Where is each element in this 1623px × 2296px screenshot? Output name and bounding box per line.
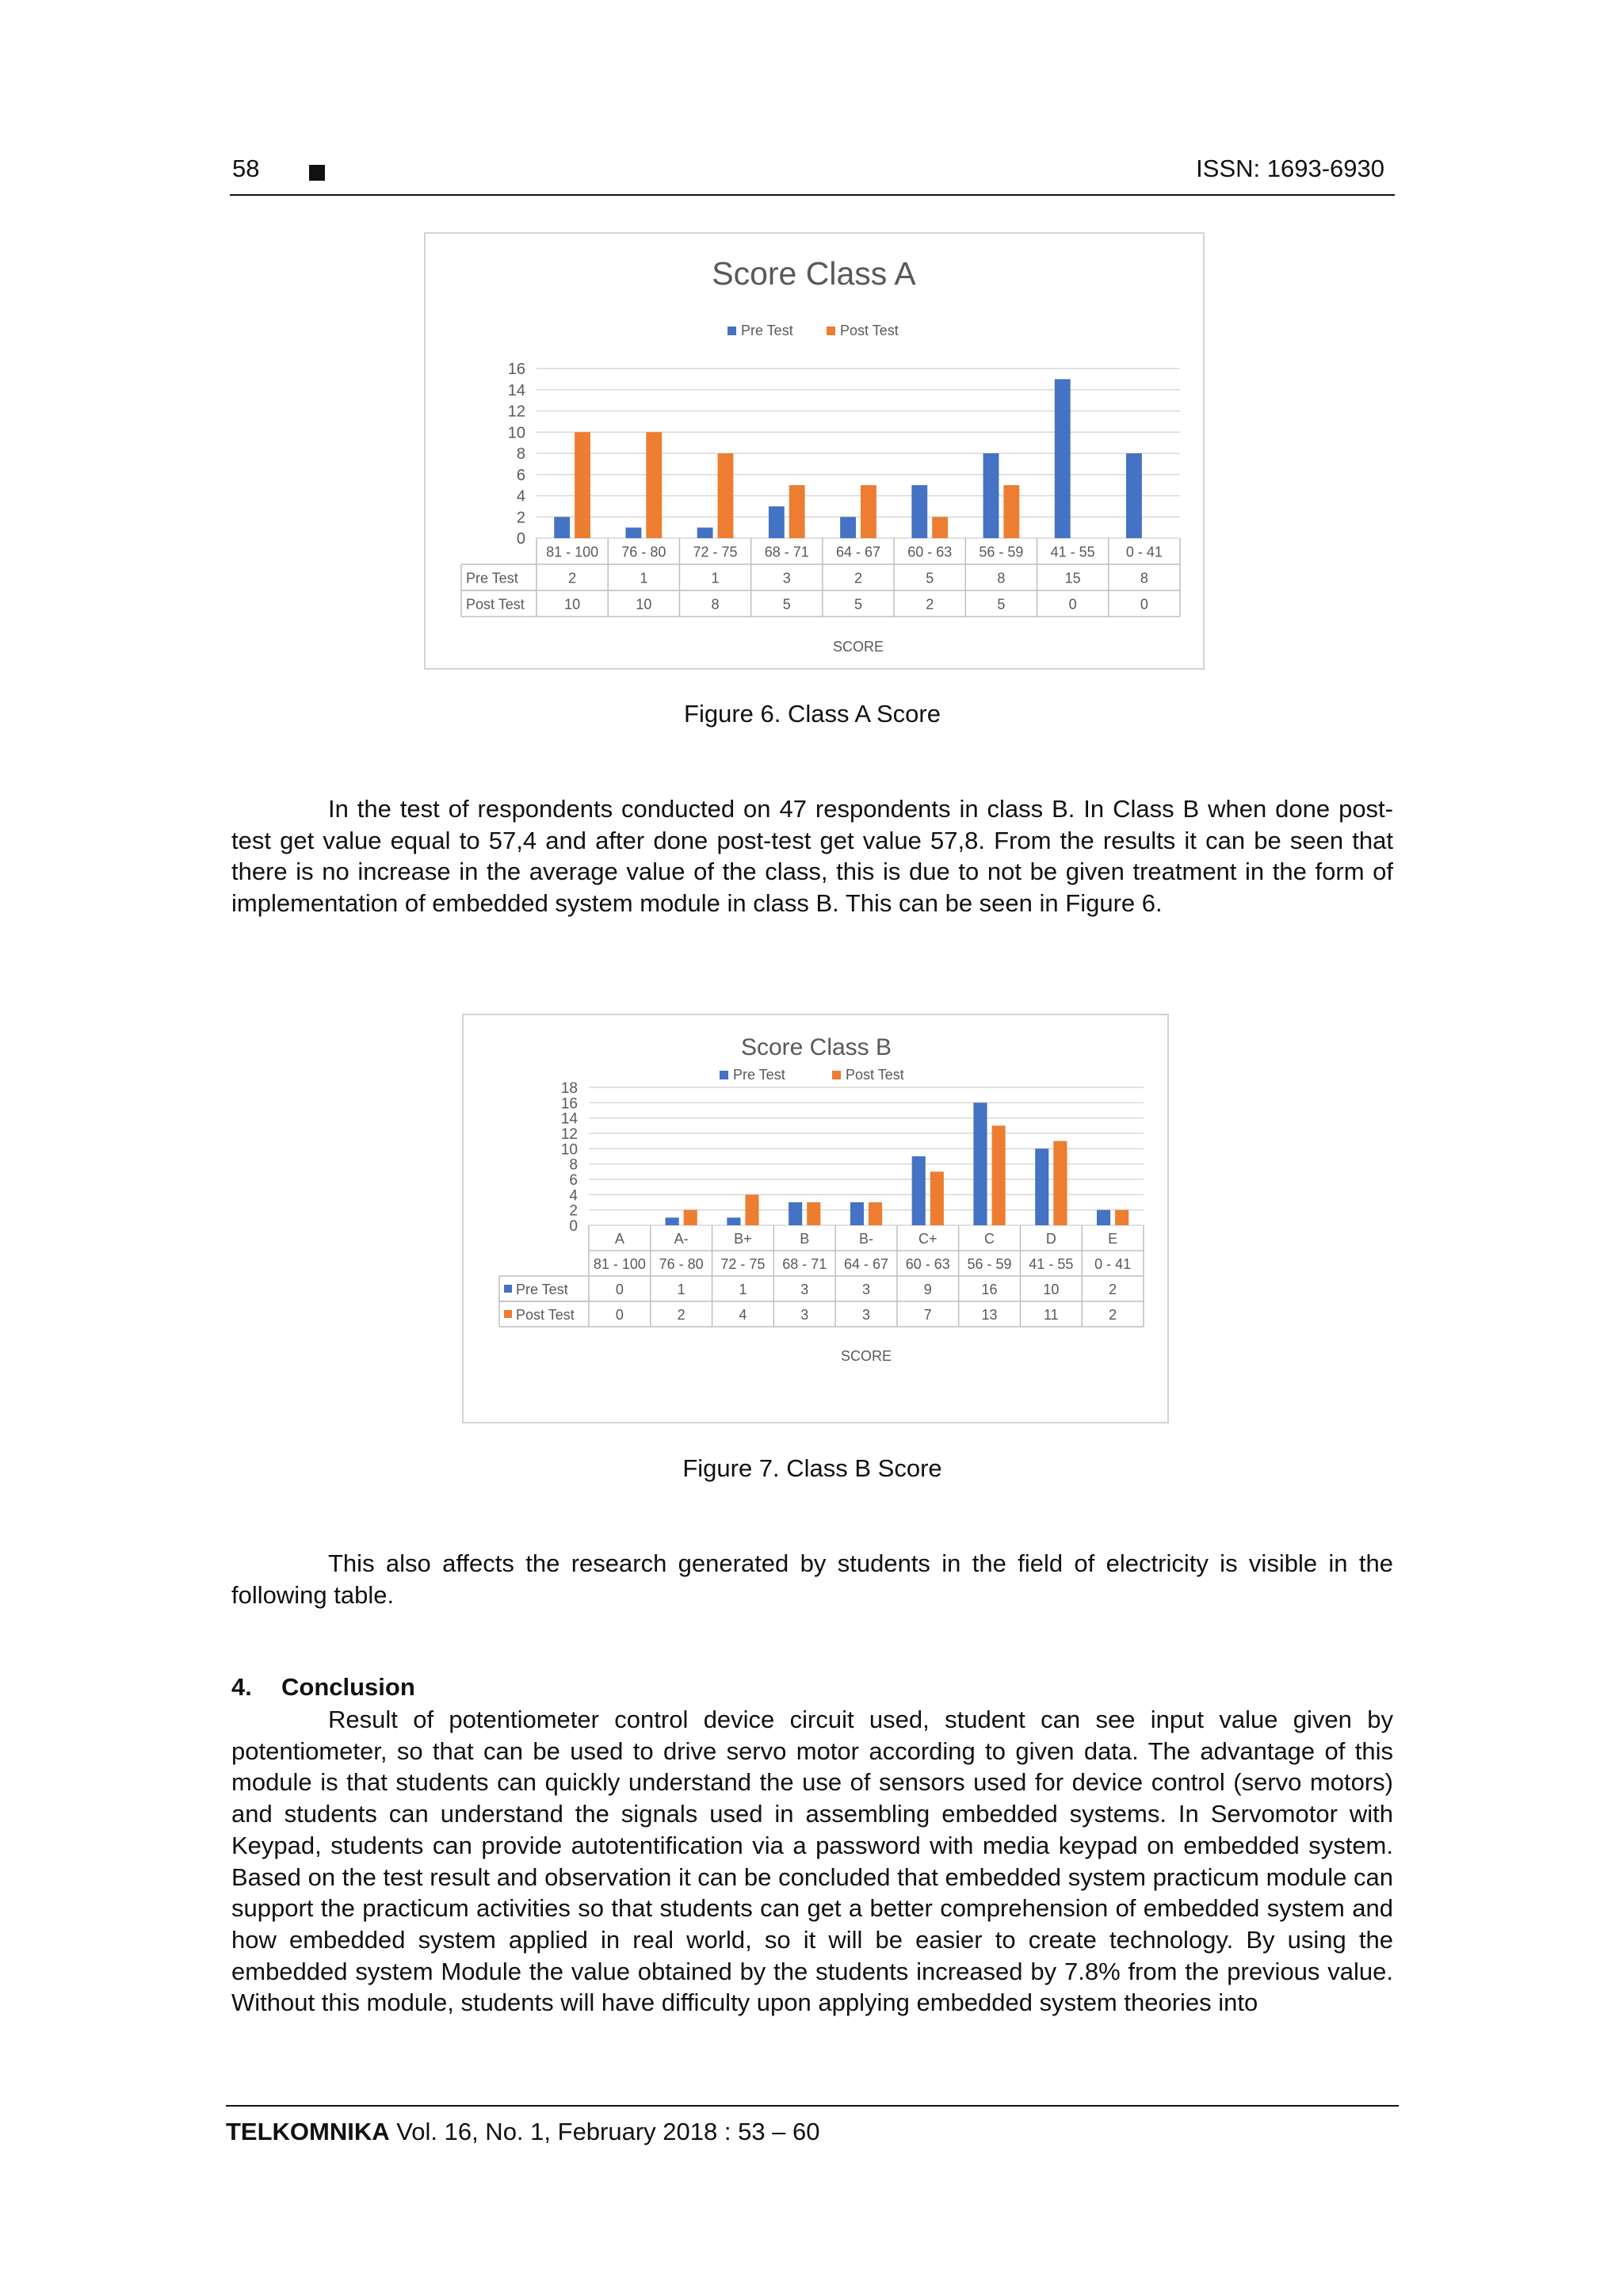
- paragraph-table-intro: This also affects the research generated by students in the field of electricity is visible in the following table.: [231, 1549, 1393, 1609]
- y-tick-label: 4: [569, 1187, 578, 1205]
- paragraph-conclusion: Result of potentiometer control device circuit used, student can see input value given by potentiometer, so that can be used to drive servo motor according to given data. The advantage of this module is that students can quickly understand the use of sensors used for device control (servo motors) and students can understand the signals used in assembling embedded systems. In Servomotor with Keypad, students can provide autotentification via a password with media keypad on embedded system. Based on the test result and observation it can be concluded that embedded system practicum module can support the practicum activities so that students can get a better comprehension of embedded system and how embedded system applied in real world, so it will be easier to create technology. By using the embedded system Module the value obtained by the students increased by 7.8% from the previous value. Without this module, students will have difficulty upon applying embedded system theories into: [231, 1706, 1393, 2017]
- data-table: [499, 1225, 1144, 1327]
- bar: [575, 432, 590, 538]
- table-cell: C: [984, 1231, 995, 1247]
- bar: [807, 1202, 820, 1225]
- bar: [745, 1194, 758, 1225]
- table-cell: A-: [674, 1231, 689, 1247]
- table-cell: 1: [640, 570, 648, 586]
- bar: [789, 485, 805, 538]
- y-tick-label: 18: [560, 1080, 578, 1097]
- table-row-label: Pre Test: [466, 570, 518, 586]
- table-cell: 3: [861, 1307, 871, 1323]
- table-cell: 8: [711, 596, 720, 613]
- bar: [930, 1171, 944, 1225]
- bar: [932, 517, 948, 538]
- table-cell: 0 - 41: [1094, 1256, 1132, 1272]
- bar: [1097, 1210, 1110, 1225]
- legend-label: Post Test: [846, 1067, 904, 1083]
- bar: [1055, 379, 1071, 538]
- table-cell: B-: [859, 1231, 873, 1247]
- table-cell: 72 - 75: [693, 544, 738, 560]
- bar: [1035, 1148, 1048, 1225]
- page-number: 58: [232, 155, 260, 182]
- table-cell: 8: [997, 570, 1006, 586]
- chart-title: Score Class A: [712, 255, 916, 292]
- table-cell: 0: [615, 1307, 624, 1323]
- table-cell: C+: [918, 1231, 938, 1247]
- bar: [1126, 453, 1142, 538]
- table-cell: 11: [1043, 1307, 1059, 1323]
- figure-7-caption: Figure 7. Class B Score: [682, 1454, 942, 1482]
- bar: [973, 1102, 987, 1225]
- square-bullet-icon: [309, 165, 325, 181]
- y-tick-label: 16: [507, 361, 525, 378]
- table-legend-swatch: [504, 1285, 512, 1293]
- table-cell: 0 - 41: [1125, 544, 1163, 560]
- legend-swatch: [720, 1071, 728, 1079]
- legend-label: Pre Test: [741, 323, 793, 338]
- table-cell: 1: [711, 570, 720, 586]
- table-cell: D: [1045, 1231, 1056, 1247]
- table-cell: 64 - 67: [835, 544, 881, 560]
- legend-label: Post Test: [840, 323, 899, 338]
- table-cell: 68 - 71: [782, 1256, 827, 1272]
- table-cell: 0: [1140, 596, 1148, 613]
- table-cell: 0: [1068, 596, 1077, 613]
- chart-legend: [720, 1067, 904, 1083]
- table-cell: 3: [861, 1282, 871, 1297]
- table-cell: 7: [923, 1307, 932, 1323]
- table-cell: 60 - 63: [907, 544, 953, 560]
- y-tick-label: 10: [507, 424, 525, 442]
- section-number: 4.: [231, 1673, 252, 1701]
- table-cell: 8: [1140, 570, 1148, 586]
- table-cell: 2: [854, 570, 863, 586]
- issn-label: ISSN: 1693-6930: [1196, 155, 1384, 182]
- table-cell: A: [614, 1231, 624, 1247]
- chart-title: Score Class B: [740, 1034, 892, 1060]
- y-tick-label: 12: [507, 403, 525, 421]
- figure-6-chart: [424, 232, 1205, 670]
- table-cell: 5: [926, 570, 934, 586]
- y-tick-label: 12: [560, 1126, 578, 1143]
- bar: [850, 1202, 864, 1225]
- bar: [1115, 1210, 1128, 1225]
- table-cell: 2: [677, 1307, 685, 1323]
- table-cell: 5: [997, 596, 1006, 613]
- table-cell: 41 - 55: [1029, 1256, 1074, 1272]
- class-a-chart-svg: [426, 234, 1203, 668]
- table-cell: 81 - 100: [593, 1256, 646, 1272]
- section-heading-conclusion: [231, 1673, 415, 1702]
- x-axis-title: SCORE: [840, 1348, 892, 1364]
- y-tick-label: 6: [569, 1172, 578, 1189]
- x-axis-title: SCORE: [832, 639, 884, 655]
- bar: [911, 485, 927, 538]
- y-tick-label: 0: [569, 1218, 578, 1235]
- y-tick-label: 4: [516, 487, 525, 506]
- class-b-chart-svg: [464, 1015, 1167, 1422]
- bar: [861, 485, 876, 538]
- table-cell: 0: [615, 1282, 624, 1297]
- table-cell: 16: [981, 1282, 998, 1297]
- table-legend-swatch: [504, 1310, 512, 1318]
- data-table: [461, 538, 1180, 617]
- table-cell: E: [1108, 1231, 1118, 1247]
- page-header: [230, 155, 1395, 196]
- table-cell: 41 - 55: [1050, 544, 1095, 560]
- y-tick-label: 2: [516, 509, 525, 527]
- y-tick-label: 16: [560, 1095, 578, 1113]
- table-cell: 2: [1109, 1282, 1117, 1297]
- table-cell: 15: [1064, 570, 1081, 586]
- bar: [983, 453, 999, 538]
- legend-swatch: [832, 1071, 841, 1079]
- section-title: Conclusion: [281, 1673, 415, 1701]
- table-cell: 1: [739, 1282, 747, 1297]
- bar: [646, 432, 662, 538]
- bar: [554, 517, 570, 538]
- bar: [869, 1202, 882, 1225]
- bar: [697, 528, 713, 538]
- table-cell: 5: [854, 596, 863, 613]
- figure-6-caption: Figure 6. Class A Score: [684, 700, 941, 728]
- bar: [727, 1217, 740, 1225]
- table-cell: 81 - 100: [546, 544, 599, 560]
- table-cell: 56 - 59: [979, 544, 1024, 560]
- table-cell: B: [800, 1231, 810, 1247]
- table-cell: 10: [1043, 1282, 1060, 1297]
- y-tick-label: 8: [516, 445, 525, 463]
- table-cell: 10: [636, 596, 652, 613]
- table-cell: 13: [981, 1307, 998, 1323]
- y-tick-label: 14: [507, 381, 525, 399]
- table-cell: B+: [734, 1231, 752, 1247]
- table-cell: 2: [568, 570, 577, 586]
- y-tick-label: 2: [569, 1202, 578, 1220]
- table-row-label: Post Test: [466, 596, 525, 613]
- legend-label: Pre Test: [733, 1067, 785, 1083]
- chart-legend: [727, 323, 899, 338]
- table-cell: 3: [800, 1282, 809, 1297]
- y-tick-label: 14: [560, 1110, 578, 1128]
- bar: [1053, 1141, 1067, 1225]
- y-tick-label: 6: [516, 466, 525, 484]
- bar: [912, 1156, 926, 1225]
- table-cell: 76 - 80: [621, 544, 666, 560]
- table-cell: 64 - 67: [843, 1256, 889, 1272]
- bar: [718, 453, 734, 538]
- figure-7-chart: [462, 1014, 1169, 1423]
- table-cell: 3: [800, 1307, 809, 1323]
- table-row-label: Pre Test: [516, 1282, 568, 1297]
- page-footer: [226, 2105, 1399, 2146]
- journal-details: Vol. 16, No. 1, February 2018 : 53 – 60: [396, 2118, 820, 2145]
- y-tick-label: 10: [560, 1141, 578, 1159]
- bar: [666, 1217, 679, 1225]
- table-cell: 2: [926, 596, 934, 613]
- table-cell: 2: [1109, 1307, 1117, 1323]
- bar: [1003, 485, 1019, 538]
- journal-name: TELKOMNIKA: [226, 2118, 390, 2145]
- bar: [789, 1202, 802, 1225]
- y-tick-label: 0: [516, 530, 525, 548]
- table-cell: 3: [782, 570, 791, 586]
- bar: [840, 517, 856, 538]
- bar: [992, 1125, 1006, 1225]
- table-cell: 1: [677, 1282, 685, 1297]
- table-row-label: Post Test: [516, 1307, 575, 1323]
- table-cell: 4: [739, 1307, 747, 1323]
- table-cell: 56 - 59: [967, 1256, 1012, 1272]
- table-cell: 5: [782, 596, 791, 613]
- table-cell: 9: [923, 1282, 932, 1297]
- bar: [769, 506, 785, 538]
- legend-swatch: [827, 327, 835, 335]
- table-cell: 10: [564, 596, 581, 613]
- bar: [684, 1210, 697, 1225]
- table-cell: 60 - 63: [905, 1256, 950, 1272]
- table-cell: 68 - 71: [764, 544, 809, 560]
- paragraph-class-b-results: In the test of respondents conducted on 47 respondents in class B. In Class B when done post-test get value equal to 57,4 and after done post-test get value 57,8. From the results it can be seen that there is no increase in the average value of the class, this is due to not be given treatment in the form of implementation of embedded system module in class B. This can be seen in Figure 6.: [231, 795, 1393, 918]
- y-tick-label: 8: [569, 1156, 578, 1174]
- legend-swatch: [727, 327, 736, 335]
- table-cell: 72 - 75: [720, 1256, 766, 1272]
- table-cell: 76 - 80: [659, 1256, 704, 1272]
- bar: [625, 528, 641, 538]
